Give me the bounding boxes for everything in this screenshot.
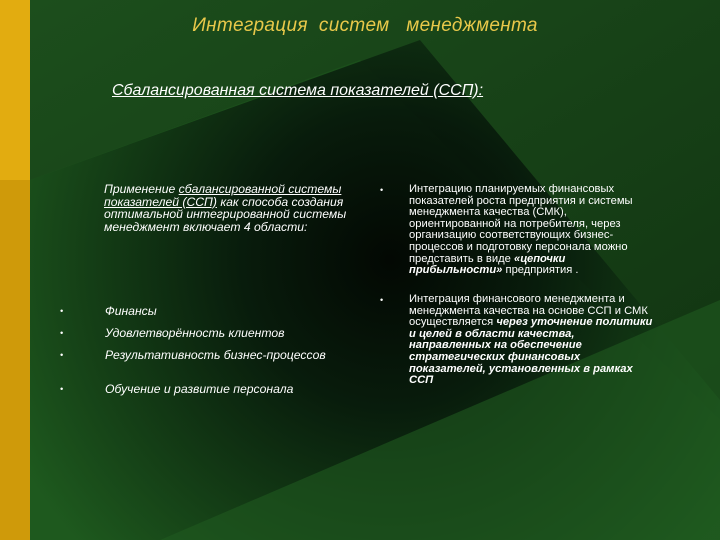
item-plain: Интеграция финансового менеджмента и менеджмента качества на основе ССП и СМК осуществляется — [409, 293, 648, 329]
intro-underlined: сбалансированной системы показателей (ССП) — [104, 182, 342, 209]
bullet-icon: • — [60, 350, 64, 360]
intro-suffix: как способа создания оптимальной интегрированной системы менеджмент включает 4 области: — [104, 194, 347, 234]
list-item-text: Финансы — [105, 304, 157, 318]
item-emphasis: через уточнение политики и целей в области качества, направленных на обеспечение стратегических финансовых показателей, установленных в рамках ССП — [409, 316, 653, 387]
slide-title: Интеграция систем менеджмента — [192, 15, 538, 36]
bullet-icon: • — [60, 306, 64, 316]
item-emphasis: «цепочки прибыльности» — [409, 252, 566, 277]
item-tail: предприятия . — [502, 264, 579, 277]
intro-paragraph — [104, 183, 354, 233]
bullet-icon: • — [60, 384, 64, 394]
slide-subtitle: Сбалансированная система показателей (ССП): — [112, 82, 484, 99]
list-item-text: Удовлетворённость клиентов — [105, 326, 285, 340]
intro-prefix: Применение — [104, 182, 179, 196]
list-item-text: Результативность бизнес-процессов — [105, 348, 326, 362]
list-item-text — [409, 294, 659, 387]
list-item-text — [409, 184, 659, 277]
accent-bar-lower — [0, 180, 30, 540]
list-item-text: Обучение и развитие персонала — [105, 382, 294, 396]
bullet-icon: • — [380, 185, 384, 195]
bullet-icon: • — [380, 295, 384, 305]
item-plain: Интеграцию планируемых финансовых показателей роста предприятия и системы менеджмента качества (СМК), ориентированной на потребителя, через организацию соответствующих бизнес-процессов и подготовку персонала можно представить в виде — [409, 183, 633, 265]
bullet-icon: • — [60, 328, 64, 338]
